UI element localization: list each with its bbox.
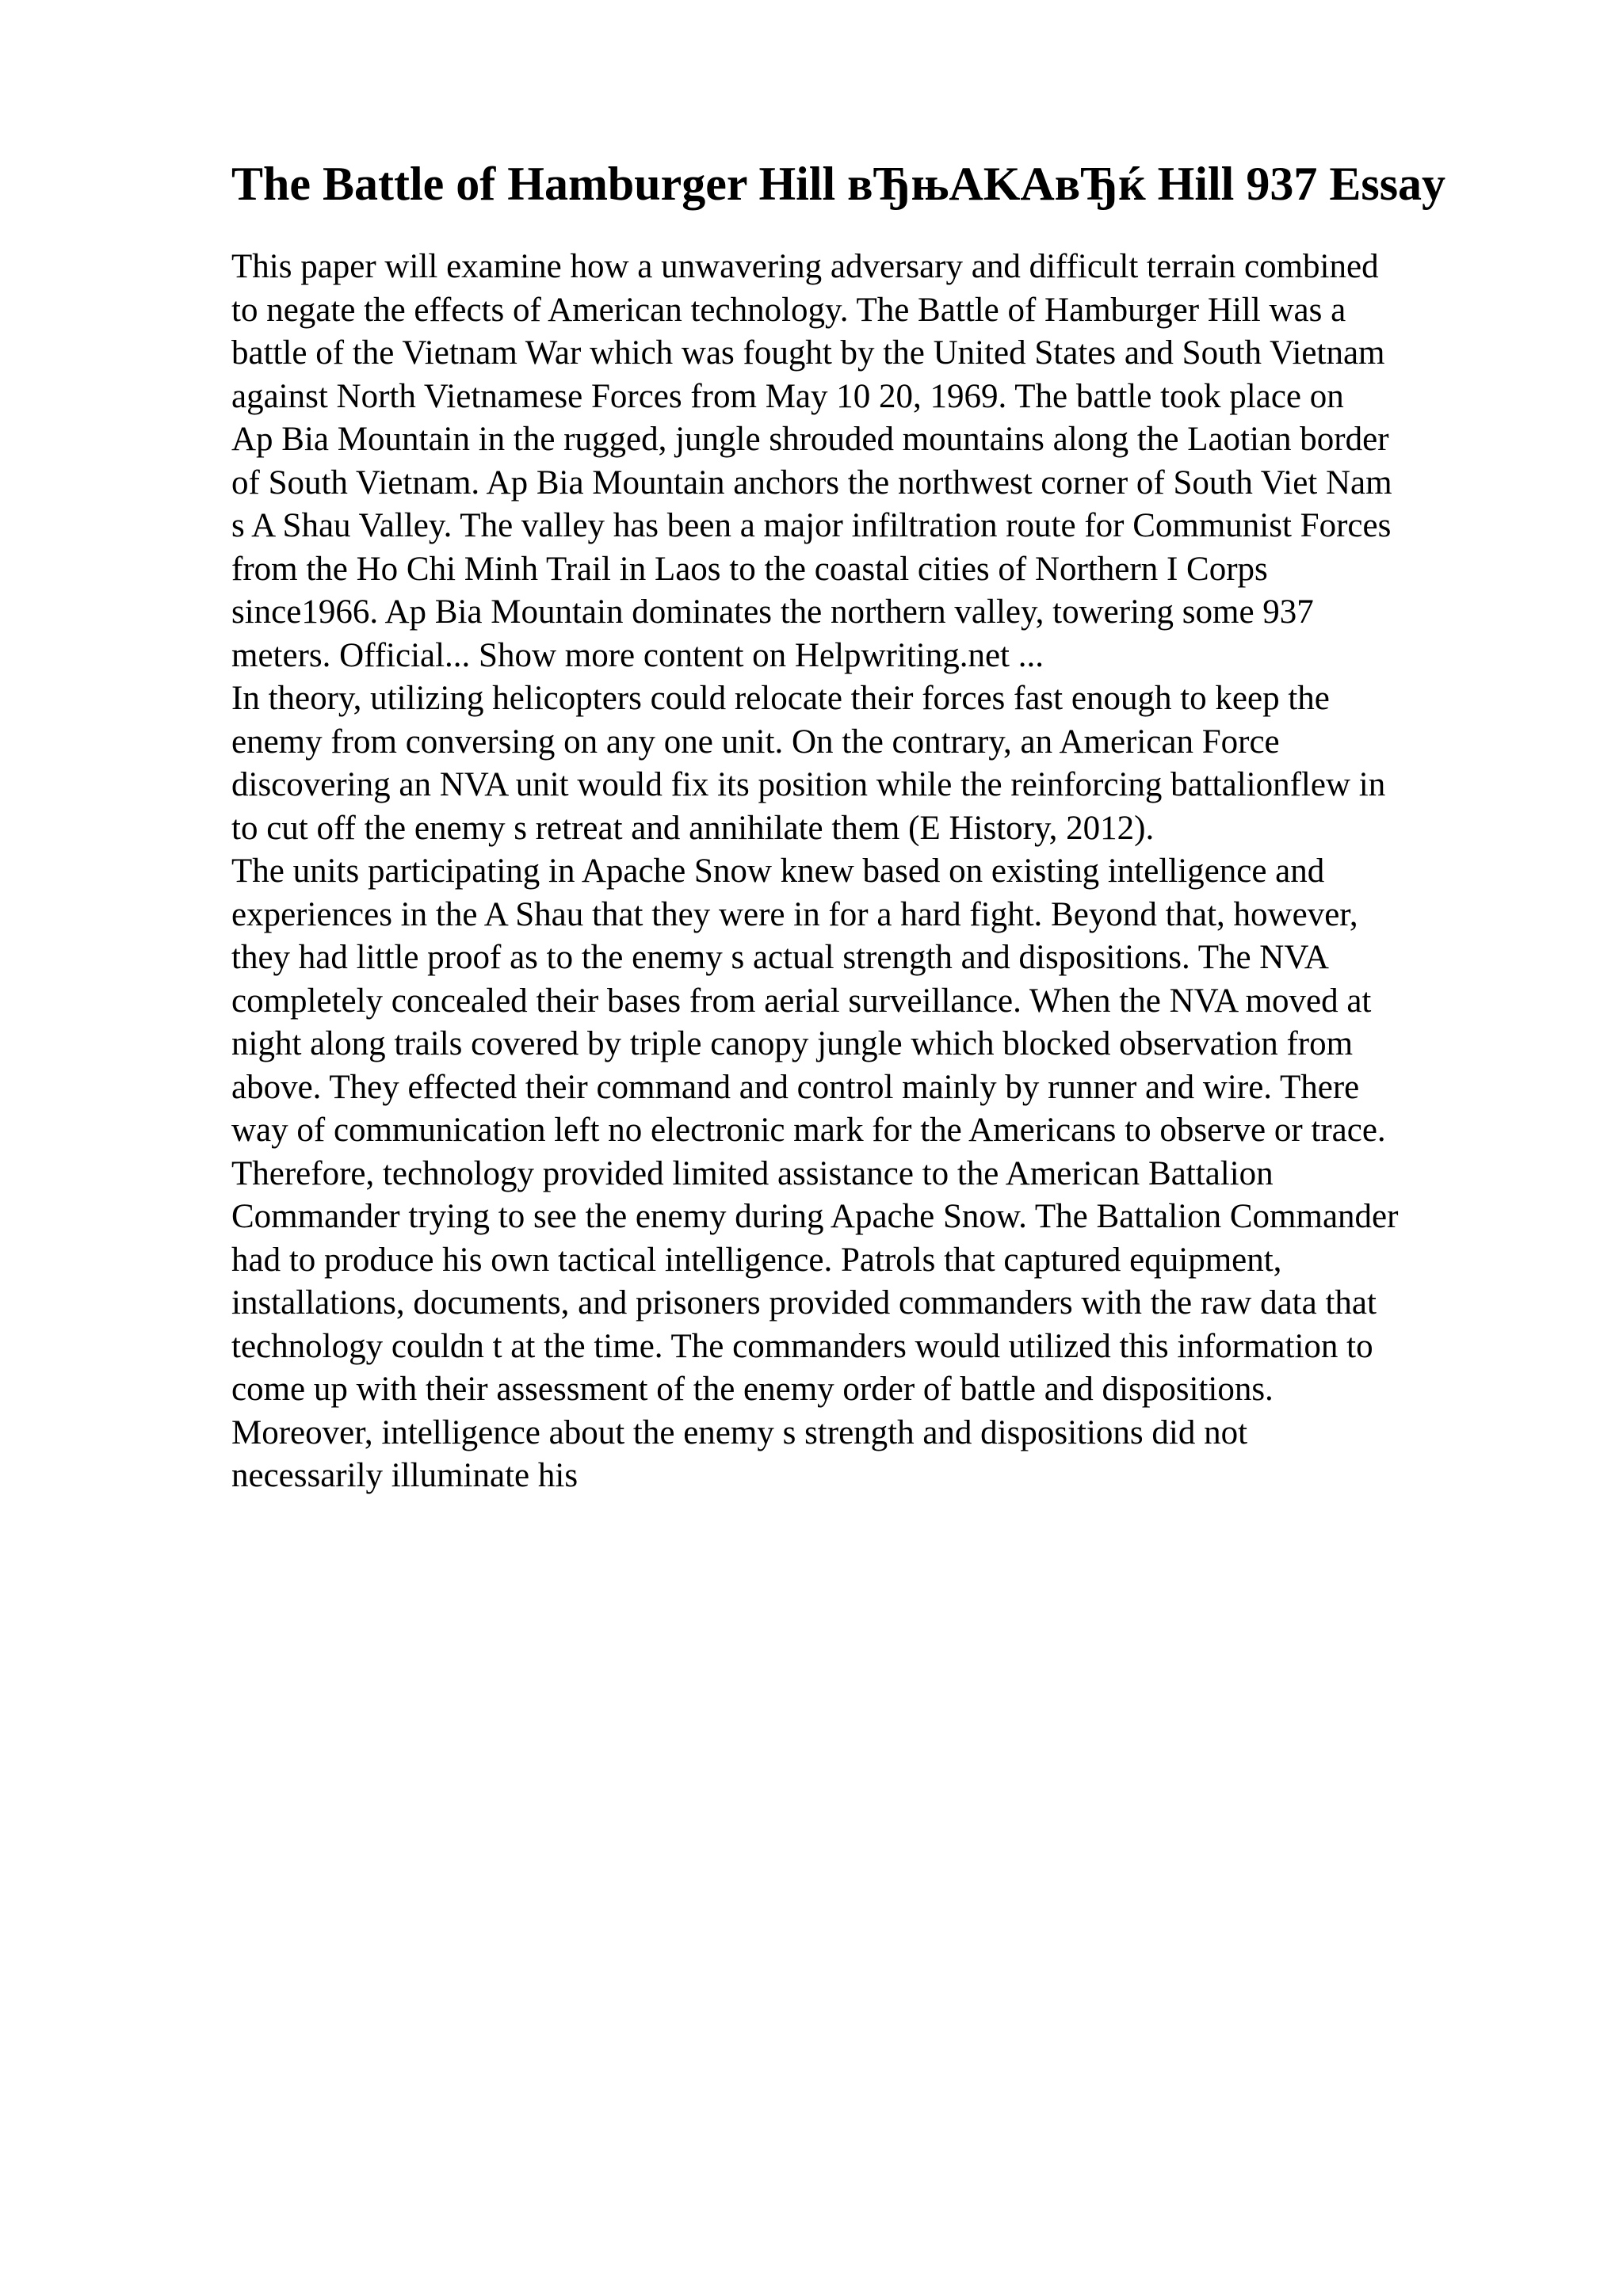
body-line: above. They effected their command and control mainly by runner and wire. There (231, 1068, 1360, 1106)
body-line: This paper will examine how a unwavering adversary and difficult terrain combined (231, 248, 1379, 285)
document-body (231, 246, 1515, 1498)
body-line: come up with their assessment of the enemy order of battle and dispositions. (231, 1371, 1274, 1408)
body-line: Moreover, intelligence about the enemy s strength and dispositions did not (231, 1413, 1248, 1451)
body-line: since1966. Ap Bia Mountain dominates the northern valley, towering some 937 (231, 593, 1314, 631)
body-line: to negate the effects of American technology. The Battle of Hamburger Hill was a (231, 291, 1346, 329)
body-line: installations, documents, and prisoners provided commanders with the raw data that (231, 1284, 1377, 1322)
body-line: way of communication left no electronic mark for the Americans to observe or trace. (231, 1112, 1386, 1149)
body-line: they had little proof as to the enemy s actual strength and dispositions. The NVA (231, 939, 1329, 976)
body-line: Ap Bia Mountain in the rugged, jungle shrouded mountains along the Laotian border (231, 421, 1389, 458)
body-line: from the Ho Chi Minh Trail in Laos to the coastal cities of Northern I Corps (231, 550, 1268, 588)
document-title: The Battle of Hamburger Hill вЂњAKAвЂќ Hill 937 Essay (231, 158, 1446, 210)
body-line: The units participating in Apache Snow knew based on existing intelligence and (231, 852, 1325, 890)
body-line: technology couldn t at the time. The commanders would utilized this information to (231, 1327, 1373, 1365)
body-line: completely concealed their bases from aerial surveillance. When the NVA moved at (231, 982, 1372, 1020)
body-line: Therefore, technology provided limited assistance to the American Battalion (231, 1154, 1274, 1192)
body-line: against North Vietnamese Forces from May 10 20, 1969. The battle took place on (231, 377, 1344, 415)
body-line: s A Shau Valley. The valley has been a major infiltration route for Communist Forces (231, 507, 1392, 544)
body-line: Commander trying to see the enemy during Apache Snow. The Battalion Commander (231, 1198, 1399, 1235)
body-line: meters. Official... Show more content on Helpwriting.net ... (231, 636, 1044, 674)
body-line: to cut off the enemy s retreat and annihilate them (E History, 2012). (231, 809, 1155, 847)
body-line: necessarily illuminate his (231, 1457, 579, 1494)
body-line: In theory, utilizing helicopters could relocate their forces fast enough to keep the (231, 680, 1330, 717)
body-line: battle of the Vietnam War which was fought by the United States and South Vietnam (231, 334, 1385, 372)
body-line: night along trails covered by triple canopy jungle which blocked observation from (231, 1025, 1354, 1062)
body-line: discovering an NVA unit would fix its position while the reinforcing battalionflew in (231, 766, 1386, 803)
body-line: of South Vietnam. Ap Bia Mountain anchors the northwest corner of South Viet Nam (231, 463, 1392, 502)
body-line: experiences in the A Shau that they were in for a hard fight. Beyond that, however, (231, 895, 1358, 933)
body-line: enemy from conversing on any one unit. On the contrary, an American Force (231, 723, 1280, 761)
body-line: had to produce his own tactical intelligence. Patrols that captured equipment, (231, 1241, 1282, 1279)
